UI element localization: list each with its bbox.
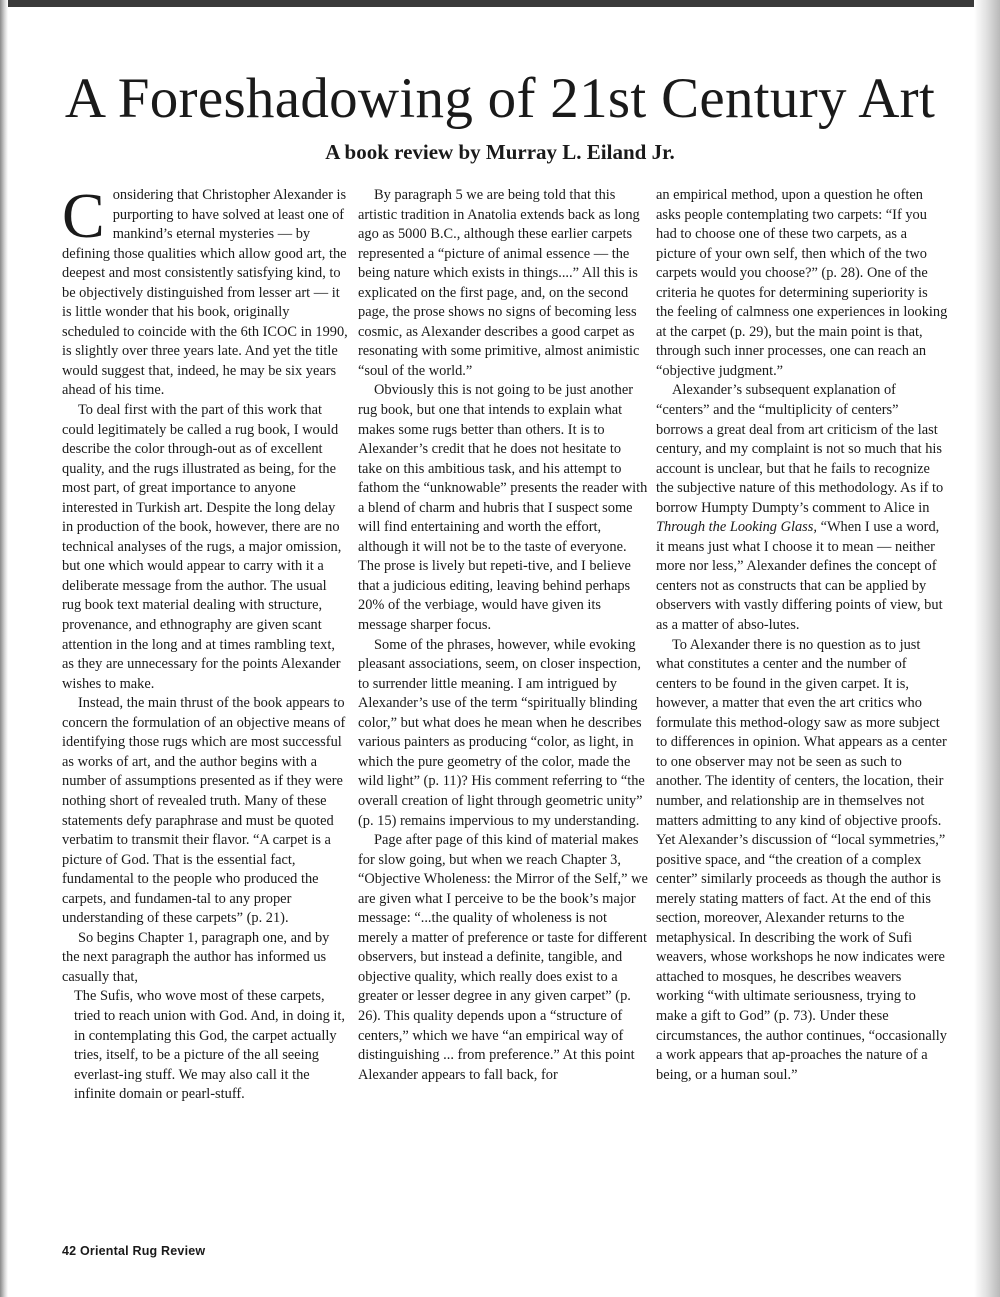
paragraph: To Alexander there is no question as to just what constitutes a center and the number of centers to be found in the given carpet. It is, however, a matter that even the art critics who formulate this method-ology saw as more subject to differences in opinion. What appears as a center to one observer may not be seen as such to another. The identity of centers, the location, their number, and relationship are in themselves not matters admitting to any kind of objective proofs. Yet Alexander’s discussion of “local symmetries,” positive space, and “the creation of a complex center” similarly proceeds as though the author is merely stating matters of fact. At the end of this section, moreover, Alexander returns to the metaphysical. In describing the work of Sufi weavers, whose workshops he now indicates were attached to mosques, he describes weavers working “with ultimate seriousness, trying to make a gift to God” (p. 73). Under these circumstances, the author continues, “occasionally a work appears that ap-proaches the nature of a being, or a human soul.”	[656, 636, 947, 1083]
paragraph: To deal first with the part of this work that could legitimately be called a rug book, I would describe the color through-out as of excellent quality, and the rugs illustrated as being, for the most part, of great importance to anyone interested in Turkish art. Despite the long delay in production of the book, however, there are no technical analyses of the rugs, a major omission, but one which would appear to carry with it a deliberate message from the author. The usual rug book text material dealing with structure, provenance, and ethnography are given scant attention in the long and at times rambling text, as they are unnecessary for the points Alexander wishes to make.	[62, 402, 342, 692]
paragraph: Page after page of this kind of material makes for slow going, but when we reach Chapter 3, “Objective Wholeness: the Mirror of the Self,” we are given what I perceive to be the book’s major message: “...the quality of wholeness is not merely a matter of preference or taste for different observers, but instead a definite, tangible, and objective quality, which really does exist to a greater or lesser degree in any given carpet” (p. 26). This quality depends upon a “structure of centers,” which we have “an empirical way of distinguishing ... from preference.” At this point Alexander appears to fall back, for	[358, 832, 648, 1083]
paragraph-text: “When I use a word, it means just what I choose it to mean — neither more nor less,” Alexander defines the concept of centers not as constructs that can be applied by observers with vastly differing points of view, but as a matter of abso-lutes.	[656, 519, 943, 634]
paragraph-text: onsidering that Christopher Alexander is purporting to have solved at least one of mankind’s eternal mysteries — by defining those qualities which allow good art, the deepest and most consistently satisfying kind, to be objectively distinguished from lesser art — it is little wonder that his book, originally scheduled to coincide with the 6th ICOC in 1990, is slightly over three years late. And yet the title would suggest that, indeed, he may be six years ahead of his time.	[62, 187, 348, 399]
byline: A book review by Murray L. Eiland Jr.	[325, 140, 675, 164]
block-quote: The Sufis, who wove most of these carpets, tried to reach union with God. And, in doing it, in contemplating this God, the carpet actually tries, itself, to be a picture of the all seeing everlast-ing stuff. We may also call it the infinite domain or pearl-stuff.	[74, 988, 345, 1103]
paragraph-text: Alexander’s subsequent explanation of “centers” and the “multiplicity of centers” borrows a great deal from art criticism of the last century, and my complaint is not so much that his account is unclear, but that he fails to recognize the subjective nature of this methodology. As if to borrow Humpty Dumpty’s comment to Alice in	[656, 382, 944, 516]
scan-top-edge	[0, 0, 1000, 7]
scan-left-edge	[0, 0, 8, 1297]
book-title-italic: Through the Looking Glass,	[656, 519, 817, 536]
paragraph: So begins Chapter 1, paragraph one, and by the next paragraph the author has informed us casually that,	[62, 929, 330, 985]
page-footer: 42 Oriental Rug Review	[62, 1244, 206, 1258]
paragraph: an empirical method, upon a question he often asks people contemplating two carpets: “If you had to choose one of these two carpets, as a picture of your own self, then which of the two carpets would you choose?” (p. 28). One of the criteria he quotes for determining superiority is the feeling of calmness one experiences in looking at the carpet (p. 29), but the main point is that, through such inner processes, one can reach an “objective judgment.”	[656, 187, 948, 379]
drop-cap: C	[62, 180, 105, 251]
paragraph	[62, 180, 349, 401]
paragraph: By paragraph 5 we are being told that this artistic tradition in Anatolia extends back as long ago as 5000 B.C., although these earlier carpets represented a “picture of animal essence — the being nature which exists in things....” All this is explicated on the first page, and, on the second page, the prose shows no signs of becoming less cosmic, as Alexander describes a good carpet as resonating with some primitive, almost animistic “soul of the world.”	[358, 187, 640, 379]
page-title: A Foreshadowing of 21st Century Art	[64, 67, 936, 130]
article-column-3	[656, 186, 948, 1085]
article-column-1	[62, 180, 349, 1105]
paragraph	[656, 381, 948, 635]
article-column-2	[358, 186, 648, 1085]
paragraph: Some of the phrases, however, while evoking pleasant associations, seem, on closer inspection, to surrender little meaning. I am intrigued by Alexander’s use of the term “spiritually blinding color,” but what does he mean when he describes various painters as producing “color, as light, in which the pure geometry of the color, made the wild light” (p. 11)? His comment referring to “the overall creation of light through geometric unity” (p. 15) remains impervious to my understanding.	[358, 636, 645, 829]
paragraph: Instead, the main thrust of the book appears to concern the formulation of an objective means of identifying those rugs which are most successful as works of art, and the author begins with a number of assumptions presented as if they were nothing short of revealed truth. Many of these statements defy paraphrase and must be quoted verbatim to transmit their flavor. “A carpet is a picture of God. That is the essential fact, fundamental to the people who produced the carpets, and fundamen-tal to any proper understanding of these carpets” (p. 21).	[62, 695, 346, 927]
scan-right-edge	[974, 0, 1000, 1297]
paragraph: Obviously this is not going to be just another rug book, but one that intends to explain what makes some rugs better than others. It is to Alexander’s credit that he does not hesitate to take on this ambitious task, and his attempt to fathom the “unknowable” presents the reader with a blend of charm and hubris that I suspect some will find entertaining and worth the effort, although it will not be to the taste of everyone. The prose is lively but repeti-tive, and I believe that a judicious editing, leaving behind perhaps 20% of the verbiage, would have given its message sharper focus.	[358, 382, 648, 634]
